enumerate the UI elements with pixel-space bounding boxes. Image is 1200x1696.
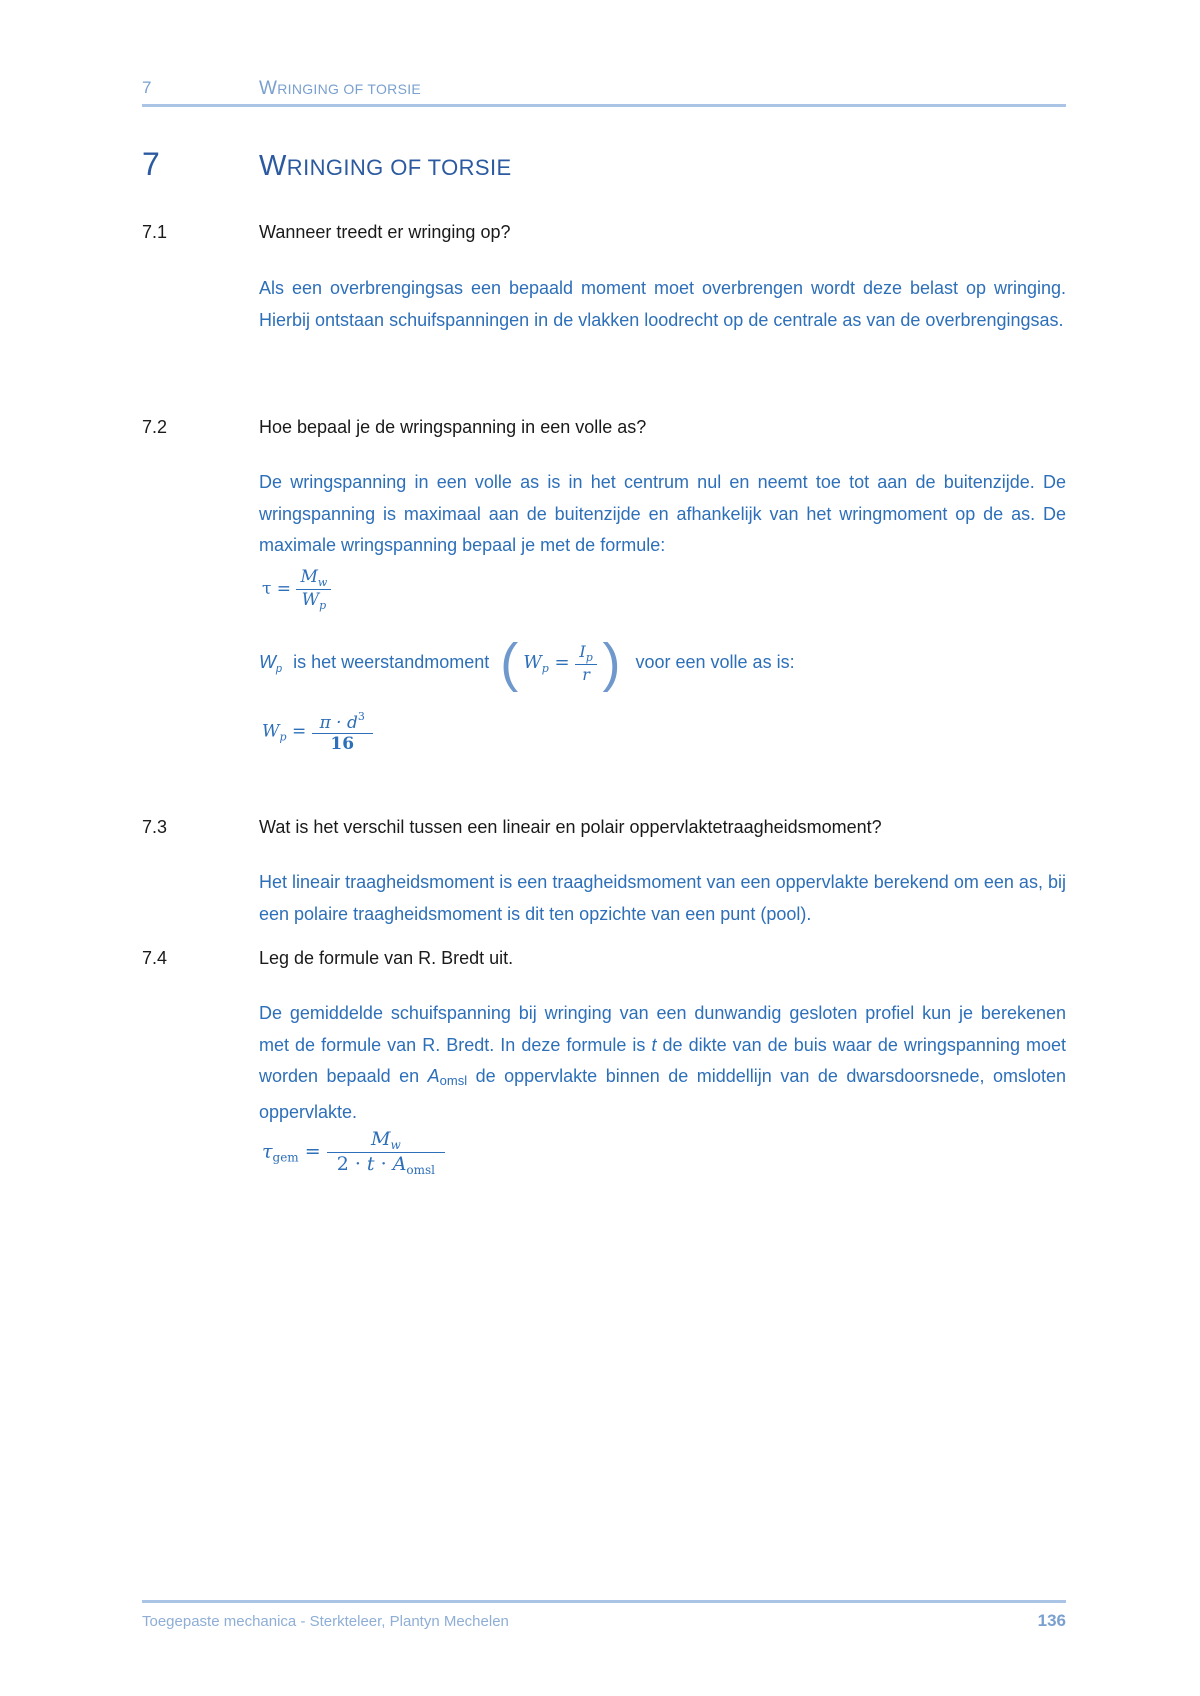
question-text: Leg de formule van R. Bredt uit. — [259, 948, 514, 968]
page-footer — [142, 1600, 1066, 1643]
answer-7-4: De gemiddelde schuifspanning bij wringing van een dunwandig gesloten profiel kun je berekenen met de formule van R. Bredt. In deze formule is t de dikte van de buis waar de wringspanning moet worden bepaald en Aomsl de oppervlakte binnen de middellijn van de dwarsdoorsnede, omsloten oppervlakte. — [259, 1003, 1066, 1122]
chapter-heading — [142, 146, 1066, 194]
header-chapter-number: 7 — [142, 78, 152, 97]
running-header — [142, 74, 1066, 107]
question-text: Hoe bepaal je de wringspanning in een volle as? — [259, 417, 647, 437]
answer-7-1: Als een overbrengingsas een bepaald moment moet overbrengen wordt deze belast op wringing. Hierbij ontstaan schuifspanningen in de vlakken loodrecht op de centrale as van de overbrengingsas. — [259, 278, 1066, 330]
chapter-number: 7 — [142, 146, 160, 182]
header-chapter-title: WRINGING OF TORSIE — [259, 78, 422, 99]
answer-7-3: Het lineair traagheidsmoment is een traagheidsmoment van een oppervlakte berekend om een as, bij een polaire traagheidsmoment is dit ten opzichte van een punt (pool). — [259, 872, 1066, 924]
formula-wp: $W_p$ = $\frac{\pi \cdot d^3}{16}$ — [262, 710, 373, 754]
formula-bredt: $\tau_{gem}$ = $\frac{M_w}{2 \cdot t \cdot A_{omsl}}$ — [262, 1128, 445, 1177]
wp-inner-formula: $W_p$ = $\frac{I_p}{r}$ — [523, 652, 602, 673]
answer-7-2: De wringspanning in een volle as is in het centrum nul en neemt toe tot aan de buitenzijde. De wringspanning is maximaal aan de buitenzijde en afhankelijk van het wringmoment op de as. De maximale wringspanning bepaal je met de formule: — [259, 472, 1066, 555]
question-number: 7.3 — [142, 817, 168, 837]
formula-bredt-fraction: $\frac{M_w}{2 \cdot t \cdot A_{omsl}}$ — [327, 1128, 445, 1177]
question-text: Wat is het verschil tussen een lineair en polair oppervlaktetraagheidsmoment? — [259, 817, 882, 837]
question-text: Wanneer treedt er wringing op? — [259, 222, 511, 242]
footer-source: Toegepaste mechanica - Sterkteleer, Plantyn Mechelen — [142, 1613, 509, 1630]
chapter-title: WRINGING OF TORSIE — [259, 150, 512, 182]
question-number: 7.4 — [142, 948, 168, 968]
question-number: 7.2 — [142, 417, 168, 437]
question-number: 7.1 — [142, 222, 168, 242]
formula-wp-fraction: $\frac{\pi \cdot d^3}{16}$ — [312, 710, 373, 754]
page-number: 136 — [1037, 1611, 1066, 1630]
formula-tau: τ = $\frac{M_w}{W_p}$ — [262, 567, 331, 612]
formula-tau-fraction: $\frac{M_w}{W_p}$ — [296, 567, 331, 612]
wp-definition-line: $W_p$ is het weerstandmoment ( $W_p$ = $\frac{I_p}{r}$ ) voor een volle as is: — [259, 633, 795, 693]
